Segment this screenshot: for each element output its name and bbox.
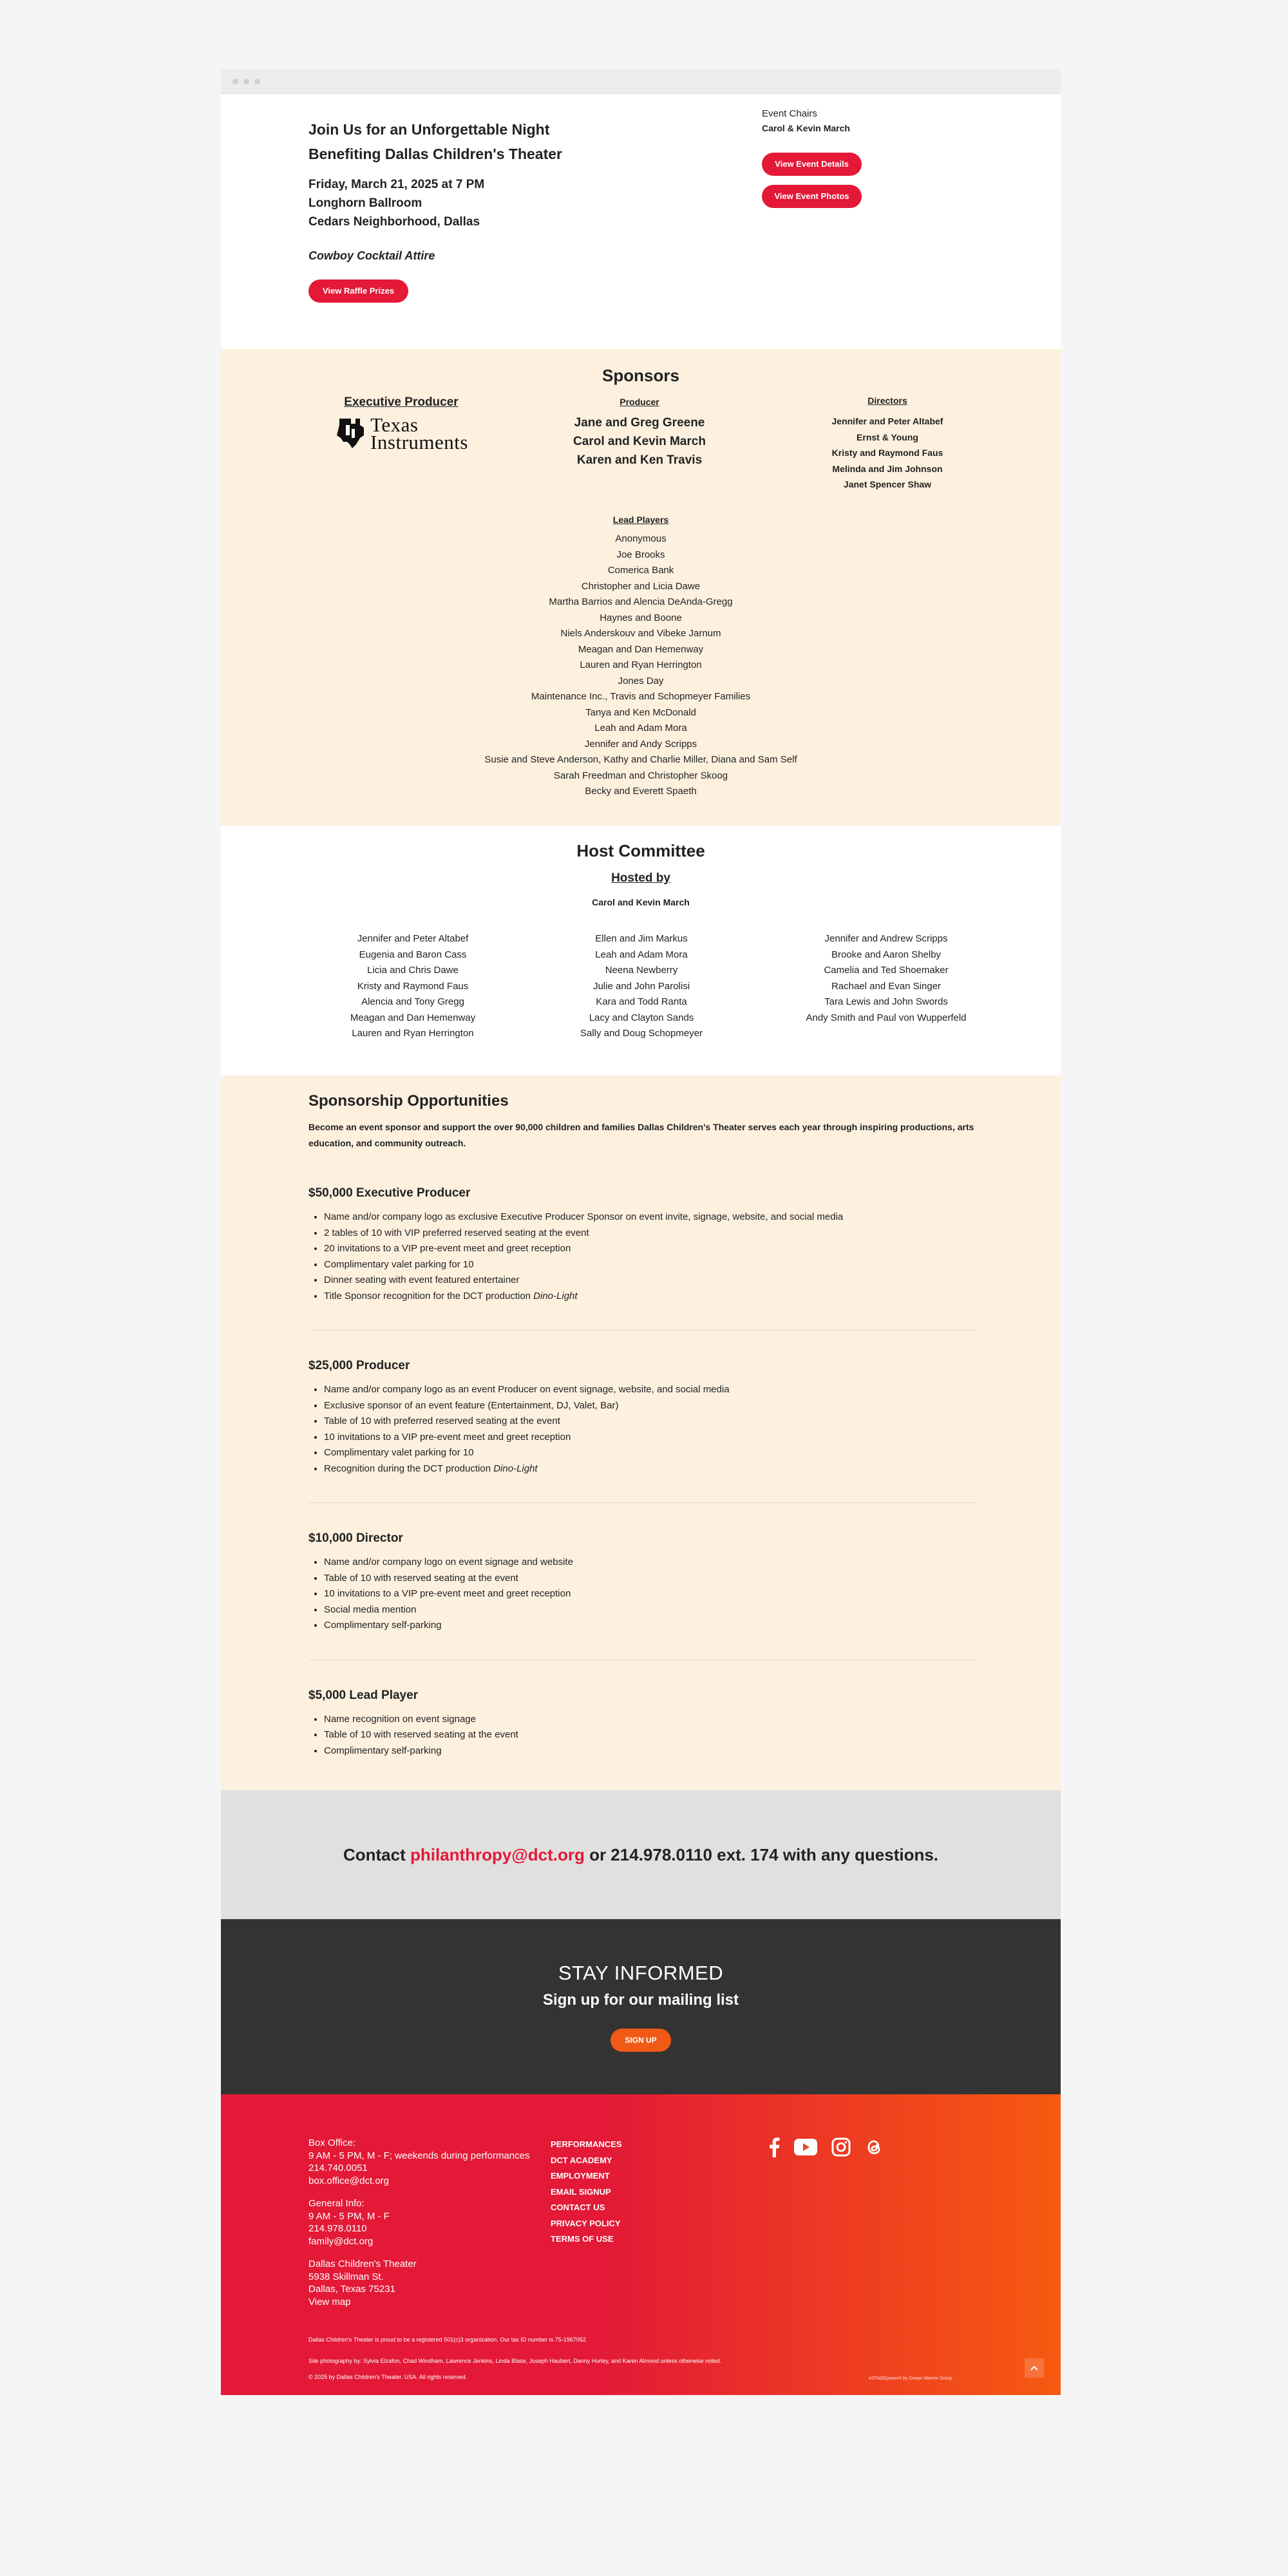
producer-column <box>533 397 746 469</box>
committee-member: Julie and John Parolisi <box>592 980 690 992</box>
sponsor-name: Jane and Greg Greene <box>574 416 705 430</box>
benefit-item: • Complimentary self-parking <box>324 1618 978 1634</box>
lead-players-label: Lead Players <box>612 515 669 525</box>
sponsor-name: Jones Day <box>618 675 664 687</box>
sponsorship-tier <box>308 1359 978 1503</box>
benefit-item: • Name and/or company logo as an event Producer on event signage, website, and social media <box>324 1382 978 1398</box>
committee-member: Camelia and Ted Shoemaker <box>824 965 949 976</box>
sign-up-button[interactable]: SIGN UP <box>611 2029 670 2052</box>
window-dot[interactable] <box>254 79 260 84</box>
view-event-details-button[interactable]: View Event Details <box>762 153 862 176</box>
tier-benefits <box>308 1209 978 1304</box>
sponsorship-tier <box>308 1689 978 1759</box>
instagram-icon[interactable] <box>831 2137 851 2157</box>
general-info-label: General Info: <box>308 2198 365 2209</box>
benefit-item: • Complimentary valet parking for 10 <box>324 1257 978 1273</box>
hosted-by-label: Hosted by <box>611 871 670 885</box>
producer-label: Producer <box>620 397 659 407</box>
committee-member: Kristy and Raymond Faus <box>357 980 469 992</box>
sponsor-name: Martha Barrios and Alencia DeAnda-Gregg <box>549 596 733 607</box>
view-event-photos-button[interactable]: View Event Photos <box>762 185 862 208</box>
committee-member: Sally and Doug Schopmeyer <box>580 1028 703 1039</box>
benefit-item: • Dinner seating with event featured entertainer <box>324 1273 978 1289</box>
photography-credits: Site photography by: Sylvia Elzafon, Chad Windham, Lawrence Jenkins, Linda Blase, Joseph Haubert, Danny Hurley, and Karen Almond unless otherwise noted. <box>308 2358 722 2364</box>
benefit-item: • Complimentary valet parking for 10 <box>324 1445 978 1461</box>
copyright-text: © 2025 by Dallas Children's Theater. USA. All rights reserved. <box>308 2374 468 2380</box>
tier-divider <box>308 1330 978 1331</box>
event-date: Friday, March 21, 2025 at 7 PM <box>308 178 485 191</box>
committee-member: Rachael and Evan Singer <box>831 980 942 992</box>
committee-member: Meagan and Dan Hemenway <box>350 1012 476 1023</box>
window-dot[interactable] <box>243 79 249 84</box>
sponsor-name: Jennifer and Peter Altabef <box>831 416 943 426</box>
committee-member: Licia and Chris Dawe <box>367 965 459 976</box>
committee-member: Leah and Adam Mora <box>595 949 688 960</box>
benefit-item: • 2 tables of 10 with VIP preferred reserved seating at the event <box>324 1226 978 1242</box>
box-office-info <box>308 2137 566 2187</box>
footer-legal <box>308 2336 978 2379</box>
committee-member: Jennifer and Andrew Scripps <box>824 933 948 944</box>
sponsor-name: Christopher and Licia Dawe <box>581 580 701 592</box>
sponsor-name: Niels Anderskouv and Vibeke Jarnum <box>560 628 721 639</box>
event-attire: Cowboy Cocktail Attire <box>308 249 435 262</box>
host-committee-column <box>770 931 1002 1026</box>
logo-text: Texas <box>370 413 419 436</box>
tier-benefits <box>308 1382 978 1477</box>
box-office-hours: 9 AM - 5 PM, M - F; weekends during performances <box>308 2150 530 2161</box>
benefit-item: • 20 invitations to a VIP pre-event meet and greet reception <box>324 1241 978 1257</box>
platform-credit-link[interactable]: eSTAGEpower® by Dream Warrior Group <box>869 2376 952 2381</box>
benefit-item: • Name and/or company logo on event signage and website <box>324 1555 978 1571</box>
sponsor-name: Karen and Ken Travis <box>576 453 703 467</box>
committee-member: Alencia and Tony Gregg <box>361 996 464 1007</box>
tier-heading: $5,000 Lead Player <box>308 1688 419 1702</box>
sponsor-name: Carol and Kevin March <box>573 435 706 448</box>
sponsorship-tier <box>308 1531 978 1660</box>
lead-players-names <box>480 531 802 800</box>
committee-member: Neena Newberry <box>605 965 678 976</box>
general-info <box>308 2197 566 2248</box>
texas-instruments-logo[interactable] <box>317 413 485 453</box>
sponsors-section <box>221 349 1061 826</box>
footer-nav <box>551 2137 705 2248</box>
executive-producer-label: Executive Producer <box>344 395 459 409</box>
texas-instruments-mark-icon <box>334 416 366 451</box>
contact-prefix: Contact <box>343 1844 410 1864</box>
footer-link-contact-us[interactable]: CONTACT US <box>551 2202 605 2212</box>
box-office-label: Box Office: <box>308 2137 356 2148</box>
benefit-item <box>324 1289 978 1305</box>
sponsor-name: Haynes and Boone <box>600 612 682 623</box>
benefit-item: • Name and/or company logo as exclusive Executive Producer Sponsor on event invite, signage, website, and social media <box>324 1209 978 1226</box>
sponsor-name: Kristy and Raymond Faus <box>831 448 943 458</box>
host-committee-section <box>221 826 1061 1075</box>
box-office-email-link[interactable]: box.office@dct.org <box>308 2175 390 2186</box>
event-chairs-label: Event Chairs <box>762 108 817 119</box>
committee-member: Ellen and Jim Markus <box>595 933 688 944</box>
committee-member: Andy Smith and Paul von Wupperfeld <box>806 1012 967 1023</box>
sponsor-name: Janet Spencer Shaw <box>843 479 932 489</box>
sponsor-name: Melinda and Jim Johnson <box>832 463 943 474</box>
tier-heading: $25,000 Producer <box>308 1359 410 1372</box>
opportunities-heading: Sponsorship Opportunities <box>308 1092 509 1110</box>
opportunities-intro: Become an event sponsor and support the over 90,000 children and families Dallas Children's Theater serves each year through inspiring productions, arts education, and community outreach. <box>308 1122 974 1148</box>
sponsor-name: Comerica Bank <box>607 565 674 576</box>
sponsor-name: Susie and Steve Anderson, Kathy and Charlie Miller, Diana and Sam Self <box>484 754 797 765</box>
committee-member: Eugenia and Baron Cass <box>359 949 467 960</box>
back-to-top-button[interactable] <box>1025 2358 1044 2378</box>
general-info-hours: 9 AM - 5 PM, M - F <box>308 2210 390 2222</box>
benefit-item: • Table of 10 with reserved seating at the event <box>324 1727 978 1743</box>
committee-member: Jennifer and Peter Altabef <box>357 933 469 944</box>
event-neighborhood: Cedars Neighborhood, Dallas <box>308 215 480 229</box>
committee-member: Lacy and Clayton Sands <box>589 1012 694 1023</box>
mailing-list-subtitle: Sign up for our mailing list <box>543 1991 739 2009</box>
sponsors-heading: Sponsors <box>602 366 679 385</box>
chevron-up-icon <box>1030 2365 1038 2371</box>
event-info <box>308 117 669 303</box>
contact-text <box>343 1845 938 1865</box>
window-dot[interactable] <box>232 79 238 84</box>
stay-informed-title: STAY INFORMED <box>558 1962 724 1984</box>
tier-benefits <box>308 1712 978 1759</box>
benefit-item: • Name recognition on event signage <box>324 1712 978 1728</box>
benefit-item: • Table of 10 with preferred reserved seating at the event <box>324 1414 978 1430</box>
threads-icon[interactable] <box>865 2137 883 2157</box>
footer-link-dct-academy[interactable]: DCT ACADEMY <box>551 2155 612 2165</box>
general-info-email-link[interactable]: family@dct.org <box>308 2235 374 2247</box>
footer-link-employment[interactable]: EMPLOYMENT <box>551 2171 610 2181</box>
site-footer <box>221 2094 1061 2395</box>
footer-contact-info <box>308 2137 566 2318</box>
footer-link-performances[interactable]: PERFORMANCES <box>551 2139 622 2149</box>
directors-label: Directors <box>867 395 907 406</box>
event-title-line: Benefiting Dallas Children's Theater <box>308 146 562 162</box>
benefit-item: • Complimentary self-parking <box>324 1743 978 1759</box>
benefit-item: • Exclusive sponsor of an event feature (Entertainment, DJ, Valet, Bar) <box>324 1398 978 1414</box>
committee-member: Lauren and Ryan Herrington <box>352 1028 474 1039</box>
sponsor-name: Jennifer and Andy Scripps <box>584 738 697 750</box>
sponsor-name: Lauren and Ryan Herrington <box>580 659 702 670</box>
committee-member: Tara Lewis and John Swords <box>824 996 948 1007</box>
production-title: Dino-Light <box>493 1463 538 1474</box>
view-raffle-prizes-button[interactable]: View Raffle Prizes <box>308 279 408 303</box>
sponsor-name: Meagan and Dan Hemenway <box>578 643 704 655</box>
producer-names <box>533 413 746 469</box>
benefit-item <box>324 1461 978 1477</box>
tier-divider <box>308 1502 978 1503</box>
sponsor-name: Anonymous <box>615 533 667 544</box>
social-links <box>768 2137 883 2157</box>
stay-informed-section <box>221 1919 1061 2094</box>
view-map-link[interactable]: View map <box>308 2296 351 2307</box>
event-title-line: Join Us for an Unforgettable Night <box>308 121 550 138</box>
host-committee-column <box>526 931 757 1042</box>
benefit-item: • 10 invitations to a VIP pre-event meet and greet reception <box>324 1586 978 1602</box>
browser-window <box>221 70 1061 2391</box>
address-city: Dallas, Texas 75231 <box>308 2284 395 2295</box>
logo-text: Instruments <box>370 431 468 453</box>
benefit-item: • Table of 10 with reserved seating at the event <box>324 1571 978 1587</box>
footer-link-terms-of-use[interactable]: TERMS OF USE <box>551 2234 614 2244</box>
opportunities-content <box>308 1092 978 1759</box>
contact-email-link[interactable]: philanthropy@dct.org <box>410 1844 585 1864</box>
benefit-text: Recognition during the DCT production <box>324 1463 491 1474</box>
sponsor-name: Sarah Freedman and Christopher Skoog <box>553 770 728 781</box>
committee-member: Brooke and Aaron Shelby <box>831 949 942 960</box>
address-name: Dallas Children's Theater <box>308 2259 417 2269</box>
contact-suffix: or 214.978.0110 ext. 174 with any questions. <box>584 1844 939 1864</box>
directors-names <box>781 413 994 493</box>
footer-link-email-signup[interactable]: EMAIL SIGNUP <box>551 2186 611 2197</box>
host-committee-column <box>297 931 529 1042</box>
tier-heading: $10,000 Director <box>308 1531 403 1545</box>
box-office-phone-link[interactable]: 214.740.0051 <box>308 2163 368 2174</box>
youtube-icon[interactable] <box>794 2139 817 2155</box>
sponsor-name: Tanya and Ken McDonald <box>585 706 696 718</box>
committee-member: Kara and Todd Ranta <box>596 996 687 1007</box>
sponsor-name: Maintenance Inc., Travis and Schopmeyer Families <box>531 691 751 702</box>
host-names: Carol and Kevin March <box>592 897 690 907</box>
sponsor-name: Ernst & Young <box>857 431 918 442</box>
lead-players-column <box>480 515 802 800</box>
event-chairs-names: Carol & Kevin March <box>762 123 850 133</box>
host-committee-heading: Host Committee <box>576 841 705 860</box>
general-info-phone-link[interactable]: 214.978.0110 <box>308 2223 367 2234</box>
directors-column <box>781 395 994 493</box>
event-chairs-panel <box>762 108 994 208</box>
sponsor-name: Leah and Adam Mora <box>594 723 687 734</box>
contact-banner <box>221 1790 1061 1919</box>
event-title <box>308 117 669 166</box>
event-venue: Longhorn Ballroom <box>308 196 422 210</box>
event-hero <box>221 94 1061 349</box>
facebook-icon[interactable] <box>768 2137 780 2157</box>
executive-producer-column <box>317 395 485 451</box>
tier-heading: $50,000 Executive Producer <box>308 1186 471 1200</box>
sponsor-name: Joe Brooks <box>616 549 665 560</box>
sponsorship-opportunities-section <box>221 1075 1061 1790</box>
browser-chrome <box>221 70 1061 94</box>
sponsorship-tier <box>308 1186 978 1331</box>
benefit-item: • Social media mention <box>324 1602 978 1618</box>
address-street: 5938 Skillman St. <box>308 2271 384 2282</box>
footer-link-privacy-policy[interactable]: PRIVACY POLICY <box>551 2218 621 2228</box>
benefit-text: Title Sponsor recognition for the DCT production <box>324 1290 531 1302</box>
production-title: Dino-Light <box>533 1290 578 1302</box>
address-info <box>308 2258 566 2308</box>
texas-instruments-wordmark <box>370 413 468 453</box>
event-when-where <box>308 175 669 231</box>
sponsor-name: Becky and Everett Spaeth <box>585 786 697 797</box>
benefit-item: • 10 invitations to a VIP pre-event meet and greet reception <box>324 1430 978 1446</box>
tier-benefits <box>308 1555 978 1634</box>
nonprofit-notice: Dallas Children's Theater is proud to be a registered 501(c)3 organization. Our tax ID number is 75-1967052. <box>308 2336 588 2343</box>
